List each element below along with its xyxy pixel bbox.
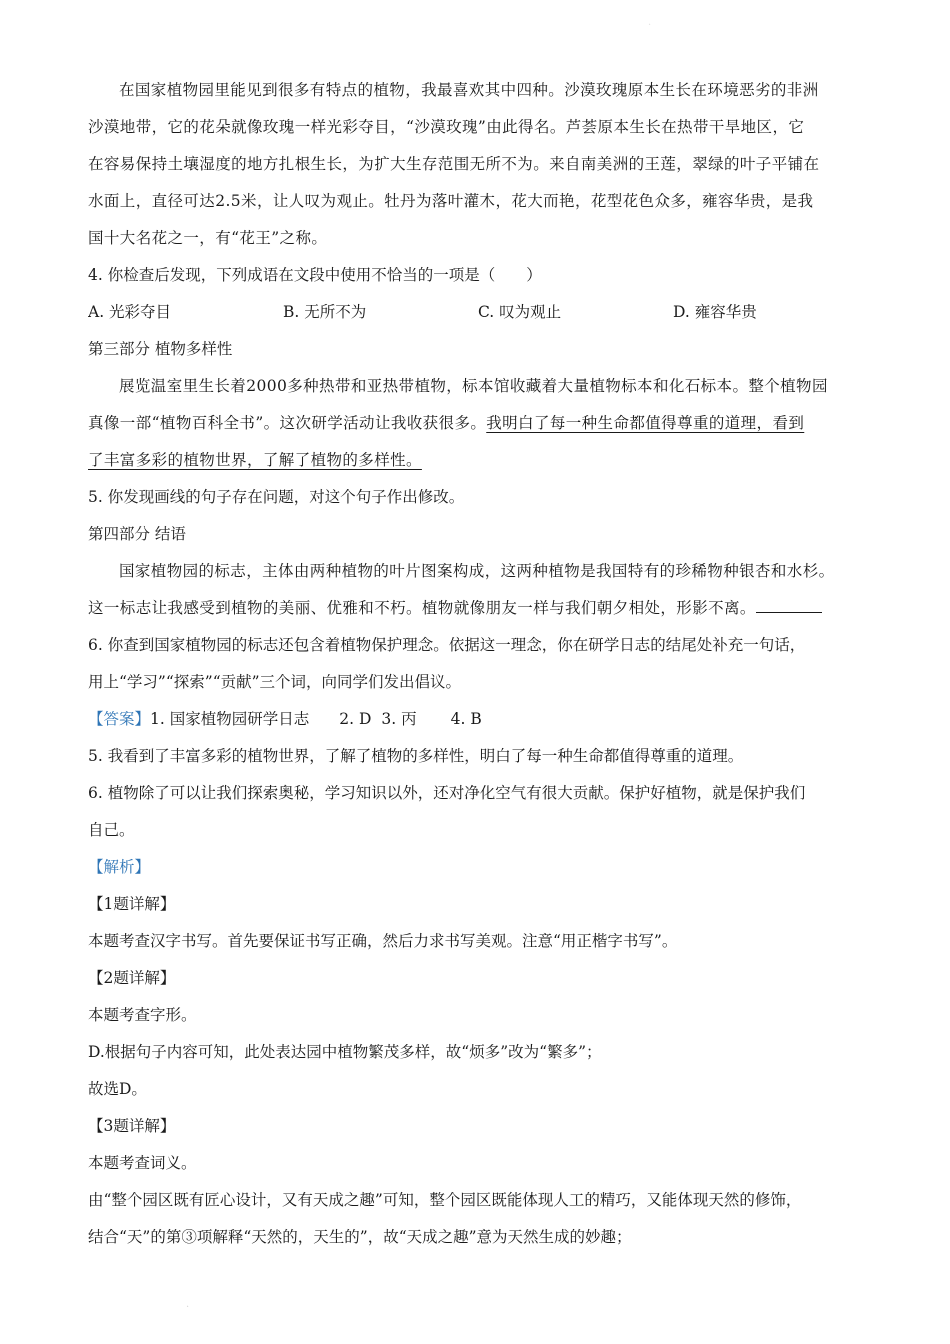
question-6-stem: 6. 你查到国家植物园的标志还包含着植物保护理念。依据这一理念，你在研学日志的结尾处补充一句话， [88, 636, 806, 654]
option-a: A. 光彩夺目 [88, 303, 172, 321]
detail-2-title: 【2题详解】 [88, 969, 176, 987]
document-page [88, 72, 870, 1256]
part-4-line: 国家植物园的标志，主体由两种植物的叶片图案构成，这两种植物是我国特有的珍稀物种银杏和水杉。 [119, 562, 835, 580]
detail-1-title: 【1题详解】 [88, 895, 176, 913]
question-5-stem: 5. 你发现画线的句子存在问题，对这个句子作出修改。 [88, 488, 465, 506]
option-b: B. 无所不为 [283, 303, 367, 321]
answer-5: 5. 我看到了丰富多彩的植物世界，了解了植物的多样性，明白了每一种生命都值得尊重的道理。 [88, 747, 744, 765]
detail-1-text: 本题考查汉字书写。首先要保证书写正确，然后力求书写美观。注意“用正楷字书写”。 [88, 932, 678, 950]
passage-line: 水面上，直径可达2.5米，让人叹为观止。牡丹为落叶灌木，花大而艳，花型花色众多，雍容华贵，是我 [88, 192, 814, 210]
question-6-stem: 用上“学习”“探索”“贡献”三个词，向同学们发出倡议。 [88, 673, 462, 691]
detail-3-text: 结合“天”的第③项解释“天然的，天生的”，故“天成之趣”意为天然生成的妙趣； [88, 1228, 632, 1246]
question-4-options [88, 294, 870, 331]
underlined-sentence: 了丰富多彩的植物世界，了解了植物的多样性。 [88, 451, 422, 469]
answer-6: 6. 植物除了可以让我们探索奥秘，学习知识以外，还对净化空气有很大贡献。保护好植物，就是保护我们 [88, 784, 806, 802]
part-3-line [88, 442, 870, 479]
answer-3: 3. 丙 [381, 710, 417, 728]
answer-2: 2. D [339, 710, 372, 728]
underlined-sentence: 我明白了每一种生命都值得尊重的道理，看到 [486, 414, 805, 432]
detail-2-text: 故选D。 [88, 1080, 147, 1098]
answer-row [88, 701, 870, 738]
answer-6: 自己。 [88, 821, 135, 839]
part-4-line [88, 590, 870, 627]
detail-3-text: 本题考查词义。 [88, 1154, 197, 1172]
detail-3-title: 【3题详解】 [88, 1117, 176, 1135]
question-4-stem: 4. 你检查后发现，下列成语在文段中使用不恰当的一项是（ ） [88, 266, 542, 284]
answer-blank [756, 598, 822, 613]
option-d: D. 雍容华贵 [673, 303, 757, 321]
answer-tag: 【答案】 [88, 710, 151, 728]
watermark-dot: · [186, 1302, 190, 1313]
passage-paragraph [88, 72, 870, 257]
analysis-tag: 【解析】 [88, 858, 151, 876]
answer-4: 4. B [450, 710, 482, 728]
passage-line: 在容易保持土壤湿度的地方扎根生长，为扩大生存范围无所不为。来自南美洲的王莲，翠绿的叶子平铺在 [88, 155, 820, 173]
part-3-text: 真像一部“植物百科全书”。这次研学活动让我收获很多。 [88, 414, 487, 432]
part-4-heading: 第四部分 结语 [88, 525, 186, 543]
option-c: C. 叹为观止 [478, 303, 562, 321]
detail-2-text: D.根据句子内容可知，此处表达园中植物繁茂多样，故“烦多”改为“繁多”； [88, 1043, 602, 1061]
answer-1: 1. 国家植物园研学日志 [150, 710, 310, 728]
part-3-heading: 第三部分 植物多样性 [88, 340, 233, 358]
part-3-line [88, 405, 870, 442]
passage-line: 沙漠地带，它的花朵就像玫瑰一样光彩夺目，“沙漠玫瑰”由此得名。芦荟原本生长在热带干旱地区，它 [88, 118, 805, 136]
detail-2-text: 本题考查字形。 [88, 1006, 197, 1024]
part-4-text: 这一标志让我感受到植物的美丽、优雅和不朽。植物就像朋友一样与我们朝夕相处，形影不离。 [88, 599, 756, 617]
passage-line: 在国家植物园里能见到很多有特点的植物，我最喜欢其中四种。沙漠玫瑰原本生长在环境恶劣的非洲 [119, 81, 819, 99]
watermark-dot: · [648, 20, 652, 31]
part-3-line: 展览温室里生长着2000多种热带和亚热带植物，标本馆收藏着大量植物标本和化石标本。整个植物园 [119, 377, 828, 395]
detail-3-text: 由“整个园区既有匠心设计，又有天成之趣”可知，整个园区既能体现人工的精巧，又能体现天然的修饰， [88, 1191, 802, 1209]
passage-line: 国十大名花之一，有“花王”之称。 [88, 229, 328, 247]
